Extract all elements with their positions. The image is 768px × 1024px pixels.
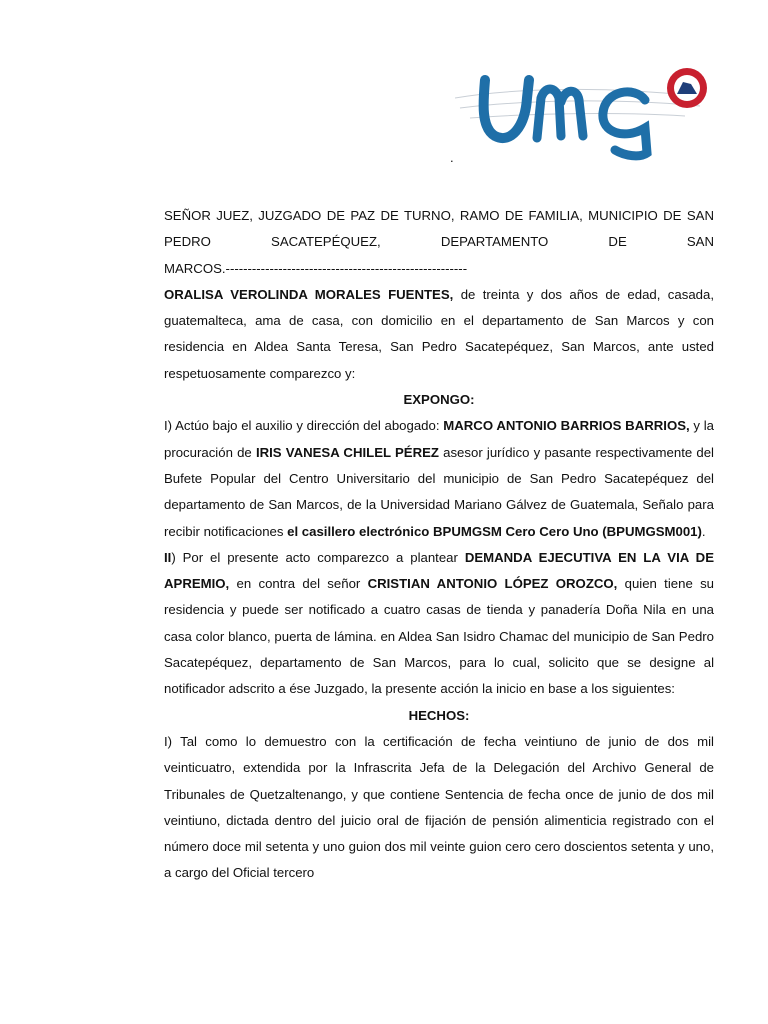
address-line-3: MARCOS.------------------------------------------------------- bbox=[164, 260, 468, 276]
defendant-name: CRISTIAN ANTONIO LÓPEZ OROZCO, bbox=[367, 576, 618, 592]
address-line-2: PEDRO SACATEPÉQUEZ, DEPARTAMENTO DE SAN bbox=[164, 234, 714, 250]
lawyer-name: MARCO ANTONIO BARRIOS BARRIOS, bbox=[443, 418, 690, 434]
document-body bbox=[164, 203, 714, 887]
address-line-1: SEÑOR JUEZ, JUZGADO DE PAZ DE TURNO, RAMO DE FAMILIA, MUNICIPIO DE SAN bbox=[164, 208, 714, 223]
assistant-name: IRIS VANESA CHILEL PÉREZ bbox=[255, 444, 439, 460]
intro-paragraph: ORALISA VEROLINDA MORALES FUENTES, de treinta y dos años de edad, casada, guatemalteca, ama de casa, con domicilio en el departamento de San Marcos y con residencia en Aldea Santa Teresa, San Pedro Sacatepéquez, San Marcos, ante usted respetuosamente comparezco y: bbox=[164, 286, 714, 381]
petitioner-name: ORALISA VEROLINDA MORALES FUENTES, bbox=[164, 286, 454, 302]
heading-expongo: EXPONGO: bbox=[403, 392, 475, 408]
electronic-locker: el casillero electrónico BPUMGSM Cero Cero Uno (BPUMGSM001) bbox=[287, 523, 702, 539]
paragraph-1: I) Actúo bajo el auxilio y dirección del abogado: MARCO ANTONIO BARRIOS BARRIOS, y la procuración de IRIS VANESA CHILEL PÉREZ asesor jurídico y pasante respectivamente del Bufete Popular del Centro Universitario del municipio de San Pedro Sacatepéquez del departamento de San Marcos, de la Universidad Mariano Gálvez de Guatemala, Señalo para recibir notificaciones el casillero electrónico BPUMGSM Cero Cero Uno (BPUMGSM001). bbox=[164, 418, 715, 539]
logo-letter-m bbox=[537, 89, 583, 138]
header-dot: . bbox=[450, 150, 454, 165]
paragraph-2: II) Por el presente acto comparezco a plantear DEMANDA EJECUTIVA EN LA VIA DE APREMIO, en contra del señor CRISTIAN ANTONIO LÓPEZ OROZCO, quien tiene su residencia y puede ser notificado a cuatro casas de tienda y panadería Doña Nila en una casa color blanco, puerta de lámina. en Aldea San Isidro Chamac del municipio de San Pedro Sacatepéquez, departamento de San Marcos, para lo cual, solicito que se designe al notificador adscrito a ése Juzgado, la presente acción la inicio en base a los siguientes: bbox=[164, 549, 715, 697]
logo-letter-u bbox=[484, 80, 529, 138]
university-logo bbox=[455, 58, 715, 163]
demand-type: DEMANDA EJECUTIVA EN LA VIA DE APREMIO, bbox=[164, 549, 715, 592]
paragraph-3: I) Tal como lo demuestro con la certificación de fecha veintiuno de junio de dos mil veinticuatro, extendida por la Infrascrita Jefa de la Delegación del Archivo General de Tribunales de Quetzaltenango, y que contiene Sentencia de fecha once de junio de dos mil veintiuno, dictada dentro del juicio oral de fijación de pensión alimenticia registrado con el número doce mil setenta y uno guion dos mil veinte guion cero cero doscientos setenta y uno, a cargo del Oficial tercero bbox=[164, 733, 714, 881]
heading-hechos: HECHOS: bbox=[408, 707, 470, 723]
